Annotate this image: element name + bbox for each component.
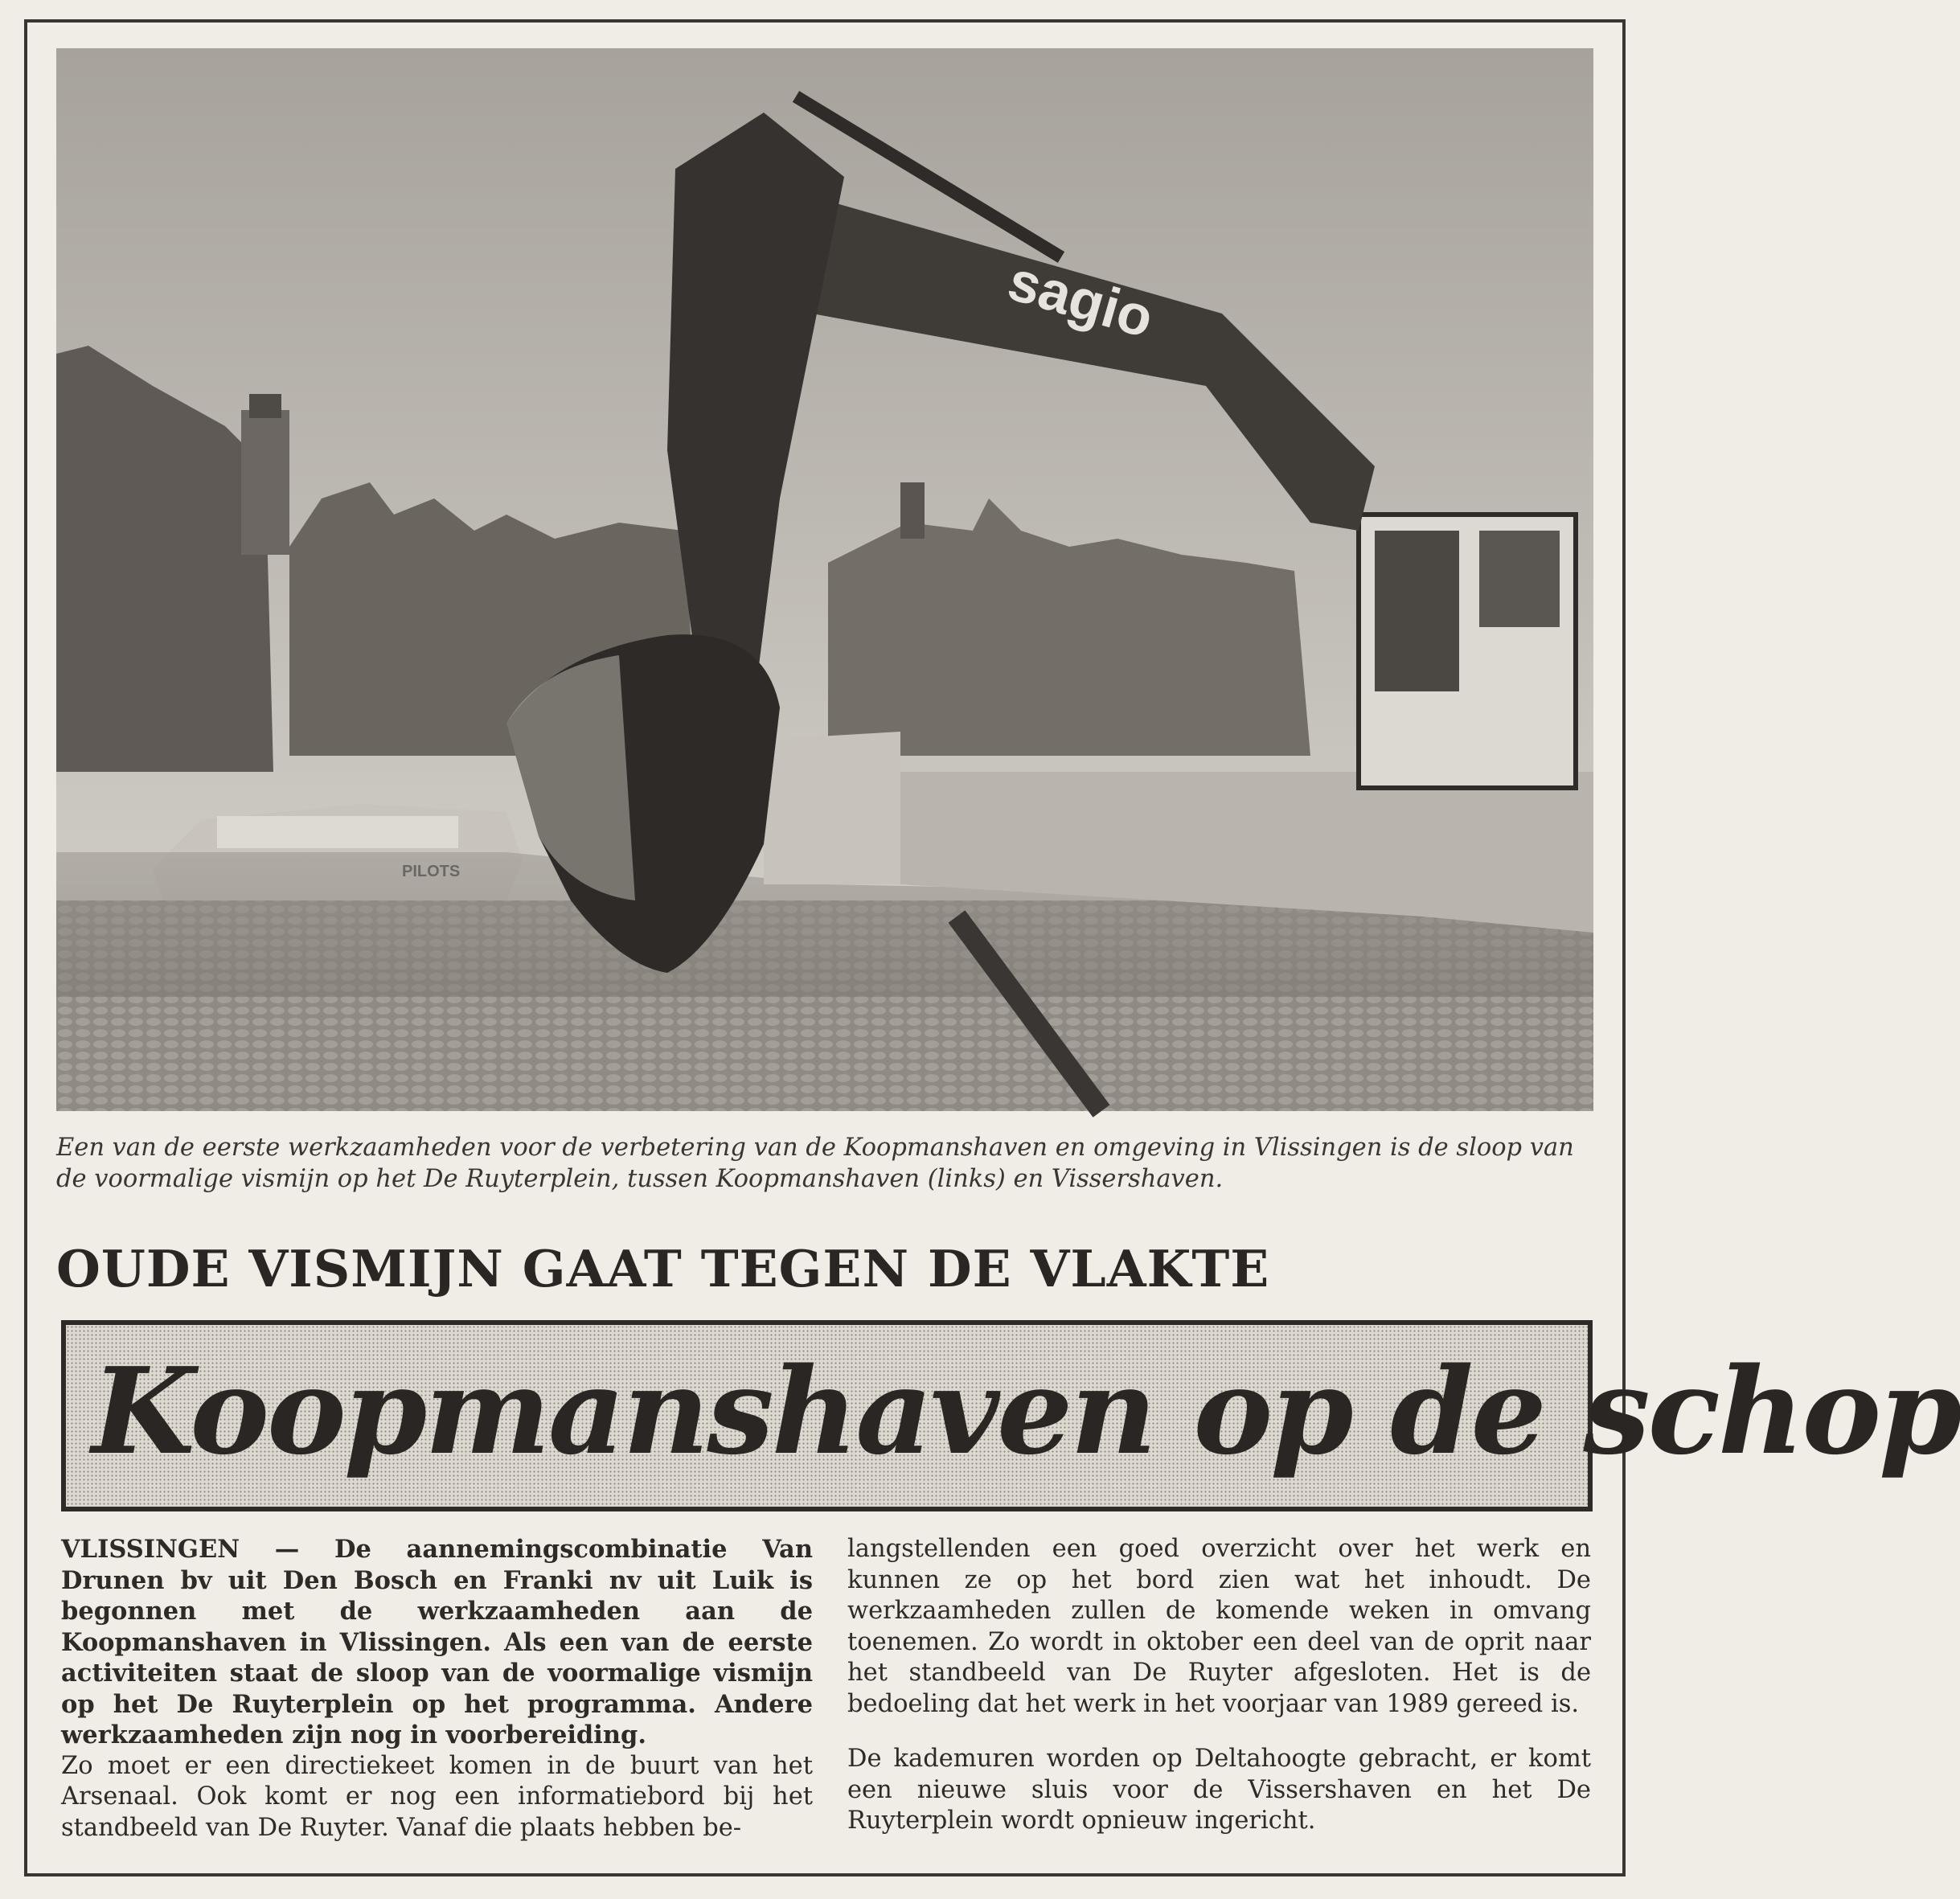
article-lead: VLISSINGEN — De aannemingscombinatie Van Drunen bv uit Den Bosch en Franki nv uit Luik is begonnen met de werkzaamheden aan de Koopmanshaven in Vlissingen. Als een van de eerste activiteiten staat de sloop van de voormalige vismijn op het De Ruyterplein op het programma. Andere werkzaamheden zijn nog in voorbereiding.: [61, 1535, 813, 1749]
article-paragraph: De kademuren worden op Deltahoogte gebracht, er komt een nieuwe sluis voor de Vissershaven en het De Ruyterplein wordt opnieuw ingericht.: [847, 1745, 1591, 1835]
machine-brand: sagio: [1001, 248, 1161, 350]
article-column-right: [847, 1534, 1591, 1837]
excavator-harbour-photo: [56, 48, 1593, 1111]
photo-caption: Een van de eerste werkzaamheden voor de verbetering van de Koopmanshaven en omgeving in Vlissingen is de sloop van de voormalige vismijn op het De Ruyterplein, tussen Koopmanshaven (links) en Vissershaven.: [56, 1134, 1574, 1193]
headline: OUDE VISMIJN GAAT TEGEN DE VLAKTE: [56, 1239, 1270, 1298]
article-column-left: [61, 1534, 813, 1844]
news-photo: [56, 48, 1593, 1111]
article-paragraph-continued: langstellenden een goed overzicht over het werk en kunnen ze op het bord zien wat het inhoudt. De werkzaamheden zullen de komende weken in omvang toenemen. Zo wordt in oktober een deel van de oprit naar het standbeeld van De Ruyter afgesloten. Het is de bedoeling dat het werk in het voorjaar van 1989 gereed is.: [847, 1535, 1591, 1718]
article-paragraph: Zo moet er een directiekeet komen in de buurt van het Arsenaal. Ook komt er nog een informatiebord bij het standbeeld van De Ruyter. Vanaf die plaats hebben be-: [61, 1751, 813, 1842]
title-box: [61, 1320, 1960, 1511]
article-title: Koopmanshaven op de schop: [92, 1341, 1960, 1481]
